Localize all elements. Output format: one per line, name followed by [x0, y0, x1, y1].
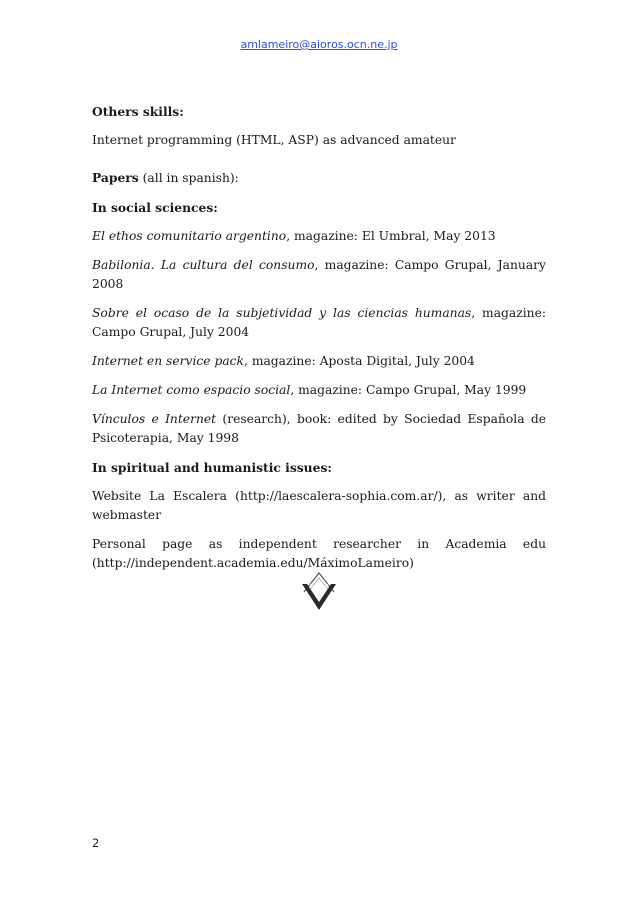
paper-title: El ethos comunitario argentino: [92, 229, 287, 243]
website-item: Website La Escalera (http://laescalera-sophia.com.ar/), as writer and webmaster: [92, 489, 546, 522]
spiritual-heading: In spiritual and humanistic issues:: [92, 460, 332, 475]
paper-details: , magazine: Campo Grupal, January 2008: [92, 258, 546, 291]
paper-item: [92, 227, 546, 246]
paper-title: Vínculos e Internet: [92, 412, 217, 426]
personal-page-url: (http://independent.academia.edu/MáximoLameiro): [92, 556, 414, 570]
paper-title: Internet en service pack: [92, 354, 244, 368]
papers-heading: Papers: [92, 170, 139, 185]
papers-note: (all in spanish):: [138, 171, 239, 185]
others-skills-text: Internet programming (HTML, ASP) as advanced amateur: [92, 133, 456, 147]
others-skills-heading: Others skills:: [92, 104, 184, 119]
paper-item: [92, 381, 546, 400]
paper-item: [92, 352, 546, 371]
paper-title: La Internet como espacio social: [92, 383, 291, 397]
personal-page-line: Personal page as independent researcher in Academia edu: [92, 537, 546, 551]
paper-title: Sobre el ocaso de la subjetividad y las ciencias humanas: [92, 306, 472, 320]
header-email-link[interactable]: amlameiro@aioros.ocn.ne.jp: [240, 38, 398, 51]
paper-details: , magazine: Campo Grupal, July 2004: [92, 306, 546, 339]
square-compass-logo-icon: [298, 570, 340, 612]
paper-details: , magazine: Aposta Digital, July 2004: [244, 354, 475, 368]
paper-details: , magazine: El Umbral, May 2013: [286, 229, 496, 243]
page-number: 2: [92, 836, 100, 850]
paper-title: Babilonia. La cultura del consumo: [92, 258, 315, 272]
papers-line: [92, 168, 546, 188]
paper-details: , magazine: Campo Grupal, May 1999: [290, 383, 527, 397]
social-sciences-heading: In social sciences:: [92, 200, 218, 215]
paper-details: (research), book: edited by Sociedad Española de Psicoterapia, May 1998: [92, 412, 546, 445]
paper-item: [92, 304, 546, 342]
paper-item: [92, 256, 546, 294]
paper-item: [92, 410, 546, 448]
document-body: [92, 102, 546, 573]
